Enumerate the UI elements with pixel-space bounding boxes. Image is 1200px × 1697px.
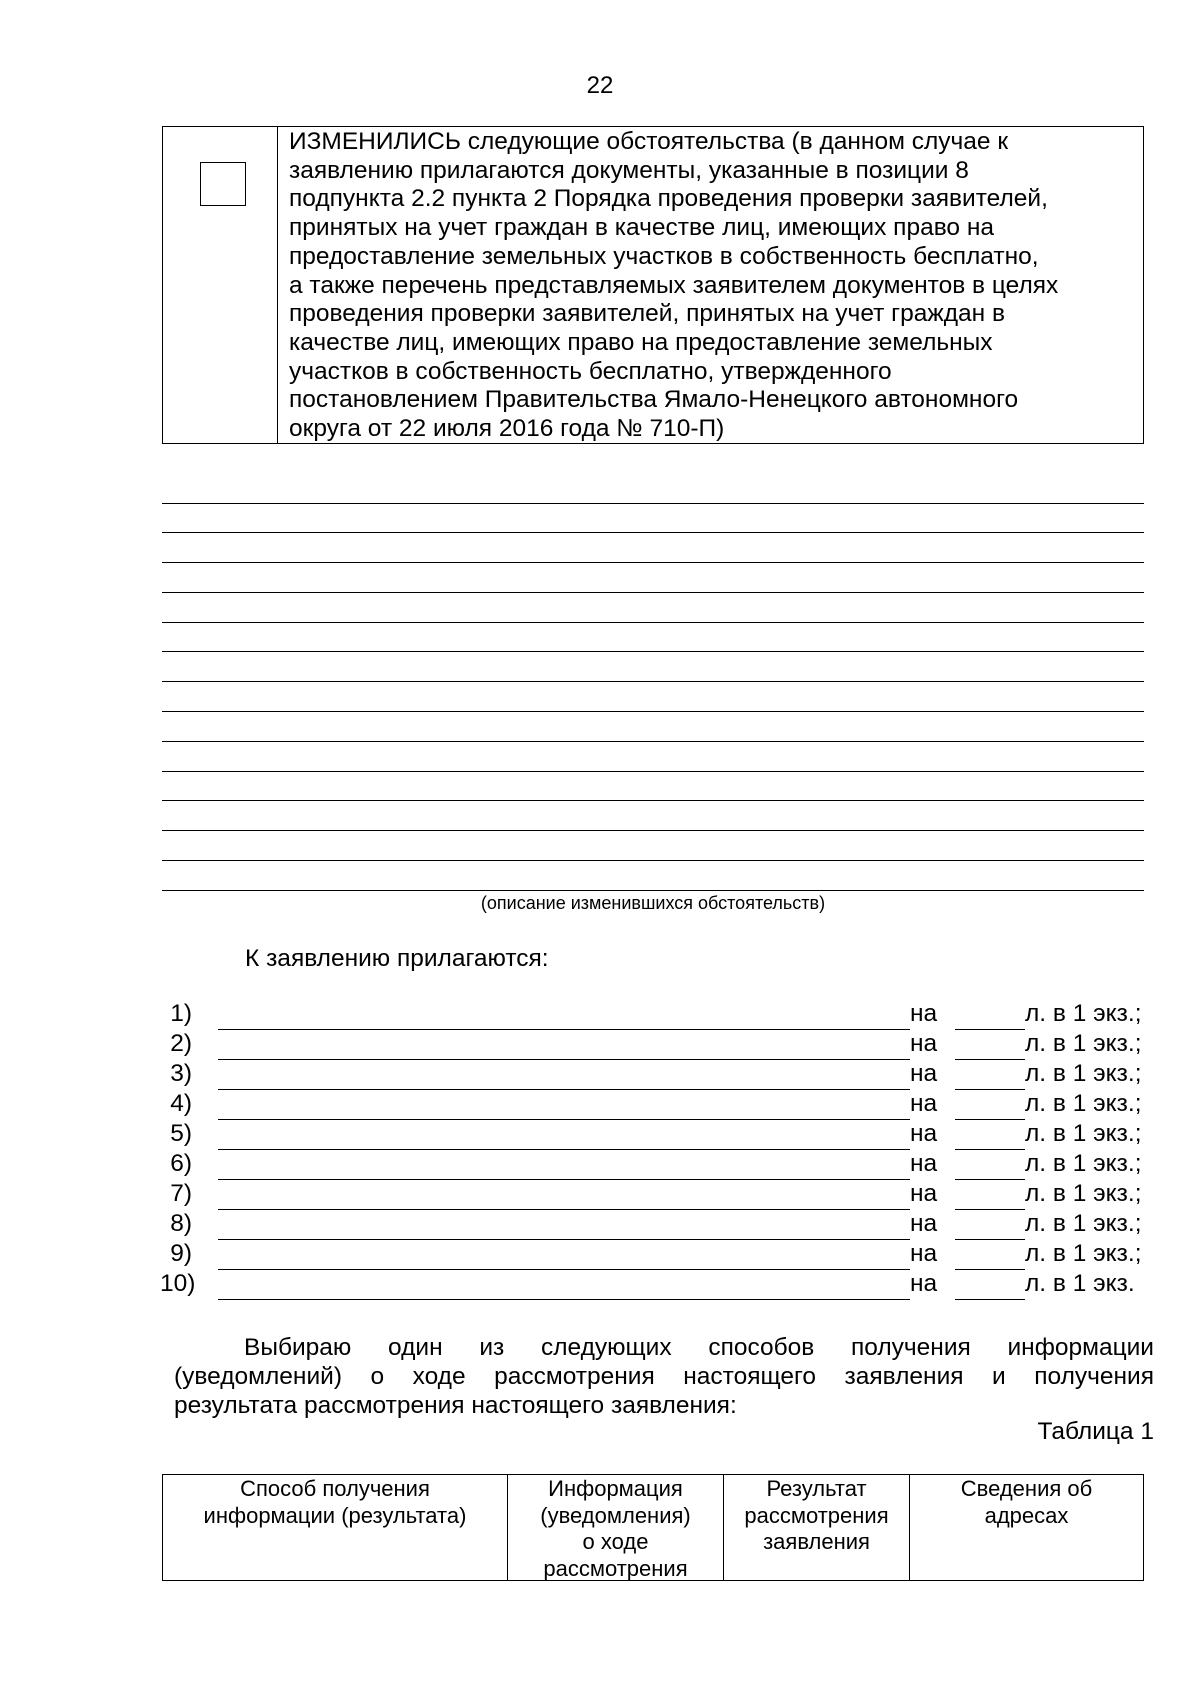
- document-name-field[interactable]: [218, 1277, 910, 1300]
- attachment-row: [160, 1210, 1160, 1240]
- paragraph-line: результата рассмотрения настоящего заявления:: [174, 1392, 737, 1419]
- na-label: на: [910, 1060, 938, 1087]
- row-number: 4): [170, 1090, 192, 1117]
- description-caption: (описание изменившихся обстоятельств): [480, 893, 826, 913]
- copies-label: л. в 1 экз.;: [1025, 1090, 1142, 1117]
- attachment-row: [160, 1120, 1160, 1150]
- document-name-field[interactable]: [218, 1247, 910, 1270]
- text-line: ИЗМЕНИЛИСЬ следующие обстоятельства (в данном случае к: [289, 128, 1009, 155]
- blank-line[interactable]: [162, 681, 1144, 682]
- attachment-row: [160, 1150, 1160, 1180]
- na-label: на: [910, 1120, 938, 1147]
- header-text: Сведения об: [960, 1476, 1093, 1501]
- blank-line[interactable]: [162, 860, 1144, 861]
- blank-line[interactable]: [162, 532, 1144, 533]
- text-line: участков в собственность бесплатно, утвержденного: [289, 357, 892, 385]
- checkbox-cell: [163, 127, 278, 443]
- attachment-row: [160, 1270, 1160, 1300]
- paragraph-line: (уведомлений) о ходе рассмотрения настоящего заявления и получения: [174, 1363, 1154, 1390]
- text-line: принятых на учет граждан в качестве лиц, имеющих право на: [289, 214, 995, 242]
- document-name-field[interactable]: [218, 1157, 910, 1180]
- text-line: а также перечень представляемых заявителем документов в целях: [289, 271, 1059, 299]
- na-label: на: [910, 1000, 938, 1027]
- pages-count-field[interactable]: [955, 1097, 1025, 1120]
- methods-table: [162, 1474, 1144, 1581]
- text-line: подпункта 2.2 пункта 2 Порядка проведения проверки заявителей,: [289, 185, 1048, 213]
- row-number: 3): [170, 1060, 192, 1087]
- na-label: на: [910, 1030, 938, 1057]
- copies-label: л. в 1 экз.;: [1025, 1150, 1142, 1177]
- document-name-field[interactable]: [218, 1007, 910, 1030]
- pages-count-field[interactable]: [955, 1217, 1025, 1240]
- attachment-row: [160, 1030, 1160, 1060]
- attachments-title: К заявлению прилагаются:: [245, 945, 549, 972]
- na-label: на: [910, 1270, 938, 1297]
- choose-method-paragraph: [174, 1333, 1154, 1420]
- header-text: Способ получения: [240, 1476, 430, 1501]
- na-label: на: [910, 1090, 938, 1117]
- na-label: на: [910, 1210, 938, 1237]
- copies-label: л. в 1 экз.: [1025, 1270, 1135, 1297]
- row-number: 2): [170, 1030, 192, 1057]
- na-label: на: [910, 1150, 938, 1177]
- header-cell-information: [508, 1475, 724, 1580]
- attachment-row: [160, 1090, 1160, 1120]
- document-name-field[interactable]: [218, 1127, 910, 1150]
- text-line: постановлением Правительства Ямало-Ненецкого автономного: [289, 386, 1019, 414]
- pages-count-field[interactable]: [955, 1247, 1025, 1270]
- blank-line[interactable]: [162, 771, 1144, 772]
- document-name-field[interactable]: [218, 1037, 910, 1060]
- text-line: округа от 22 июля 2016 года № 710-П): [289, 415, 725, 443]
- document-name-field[interactable]: [218, 1217, 910, 1240]
- row-number: 8): [170, 1210, 192, 1237]
- pages-count-field[interactable]: [955, 1157, 1025, 1180]
- copies-label: л. в 1 экз.;: [1025, 1210, 1142, 1237]
- document-name-field[interactable]: [218, 1067, 910, 1090]
- copies-label: л. в 1 экз.;: [1025, 1120, 1142, 1147]
- header-cell-method: [163, 1475, 508, 1580]
- blank-line[interactable]: [162, 800, 1144, 801]
- row-number: 10): [160, 1270, 196, 1297]
- pages-count-field[interactable]: [955, 1127, 1025, 1150]
- pages-count-field[interactable]: [955, 1187, 1025, 1210]
- text-line: качестве лиц, имеющих право на предоставление земельных: [289, 328, 993, 356]
- attachment-row: [160, 1060, 1160, 1090]
- header-text: адресах: [984, 1502, 1069, 1528]
- pages-count-field[interactable]: [955, 1007, 1025, 1030]
- blank-line[interactable]: [162, 890, 1144, 891]
- blank-line[interactable]: [162, 830, 1144, 831]
- text-line: предоставление земельных участков в собственность бесплатно,: [289, 242, 1039, 270]
- paragraph-line: Выбираю один из следующих способов получения информации: [244, 1334, 1154, 1361]
- copies-label: л. в 1 экз.;: [1025, 1240, 1142, 1267]
- blank-line[interactable]: [162, 622, 1144, 623]
- pages-count-field[interactable]: [955, 1067, 1025, 1090]
- blank-line[interactable]: [162, 711, 1144, 712]
- row-number: 1): [170, 1000, 192, 1027]
- document-name-field[interactable]: [218, 1097, 910, 1120]
- header-cell-result: [724, 1475, 910, 1580]
- blank-line[interactable]: [162, 562, 1144, 563]
- document-name-field[interactable]: [218, 1187, 910, 1210]
- blank-line[interactable]: [162, 592, 1144, 593]
- na-label: на: [910, 1240, 938, 1267]
- page-number: 22: [586, 72, 614, 99]
- copies-label: л. в 1 экз.;: [1025, 1180, 1142, 1207]
- copies-label: л. в 1 экз.;: [1025, 1000, 1142, 1027]
- row-number: 7): [170, 1180, 192, 1207]
- attachment-row: [160, 1180, 1160, 1210]
- na-label: на: [910, 1180, 938, 1207]
- blank-line[interactable]: [162, 651, 1144, 652]
- blank-line[interactable]: [162, 503, 1144, 504]
- header-text: заявления: [763, 1529, 870, 1554]
- pages-count-field[interactable]: [955, 1037, 1025, 1060]
- attachment-row: [160, 1240, 1160, 1270]
- header-text: информации (результата): [203, 1502, 467, 1528]
- text-line: проведения проверки заявителей, принятых на учет граждан в: [289, 300, 1006, 328]
- row-number: 9): [170, 1240, 192, 1267]
- row-number: 5): [170, 1120, 192, 1147]
- table-label: Таблица 1: [1037, 1418, 1154, 1445]
- header-text: Результат: [766, 1476, 867, 1501]
- changed-checkbox[interactable]: [200, 162, 246, 206]
- attachment-row: [160, 1000, 1160, 1030]
- pages-count-field[interactable]: [955, 1277, 1025, 1300]
- header-text: Информация: [548, 1476, 683, 1501]
- row-number: 6): [170, 1150, 192, 1177]
- copies-label: л. в 1 экз.;: [1025, 1060, 1142, 1087]
- header-text: о ходе: [582, 1529, 649, 1554]
- header-text: рассмотрения: [744, 1502, 889, 1528]
- text-line: заявлению прилагаются документы, указанные в позиции 8: [289, 156, 969, 184]
- blank-line[interactable]: [162, 741, 1144, 742]
- header-text: рассмотрения: [543, 1555, 688, 1581]
- header-text: (уведомления): [540, 1502, 691, 1528]
- header-cell-addresses: [910, 1475, 1143, 1580]
- changed-circumstances-table: [162, 126, 1144, 444]
- changed-circumstances-text: [289, 127, 1135, 444]
- copies-label: л. в 1 экз.;: [1025, 1030, 1142, 1057]
